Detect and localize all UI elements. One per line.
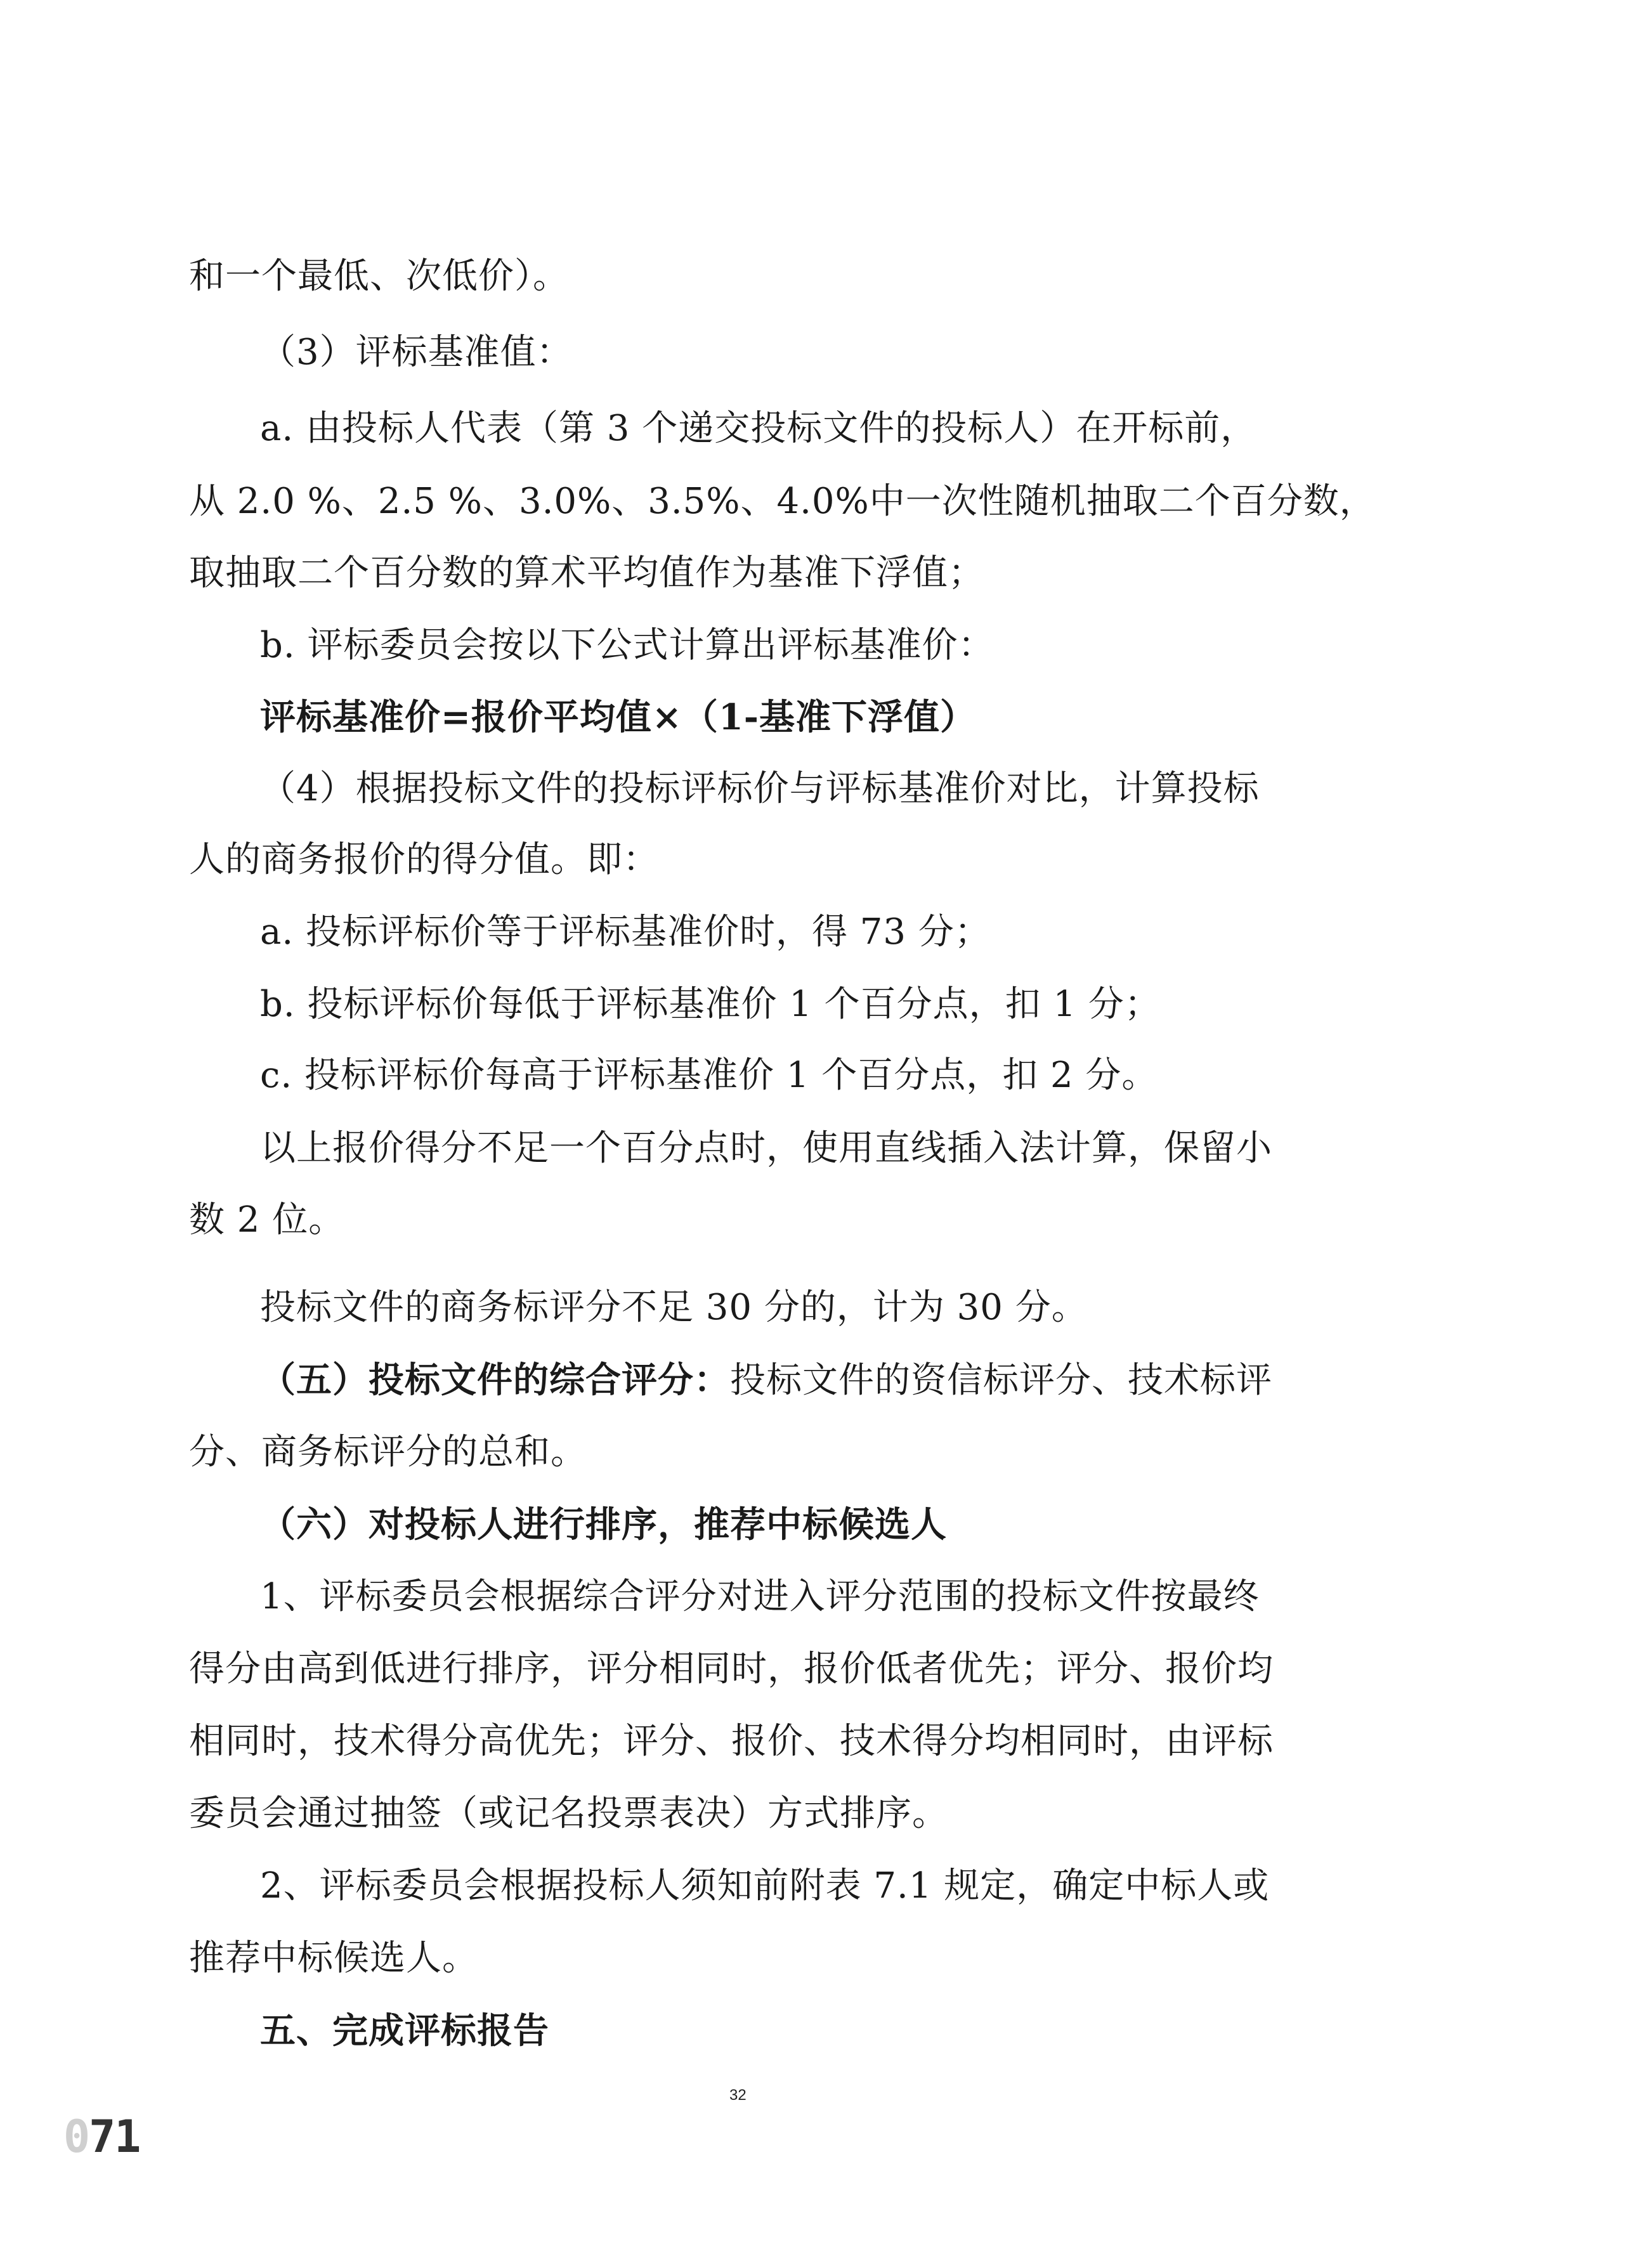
stamp-faint-digit: 0 — [63, 2111, 89, 2163]
text-line: 取抽取二个百分数的算术平均值作为基准下浮值； — [189, 552, 984, 594]
text-line: a. 由投标人代表（第 3 个递交投标文件的投标人）在开标前， — [260, 408, 1257, 449]
text-line: 委员会通过抽签（或记名投票表决）方式排序。 — [189, 1793, 948, 1834]
text-line — [260, 1357, 1272, 1404]
text-line: 相同时，技术得分高优先；评分、报价、技术得分均相同时，由评标 — [189, 1721, 1274, 1762]
text-line: 人的商务报价的得分值。即： — [189, 839, 659, 880]
heading-comprehensive-score: （五）投标文件的综合评分： — [260, 1359, 730, 1401]
page-number: 32 — [729, 2087, 747, 2104]
text-line: 从 2.0 %、2.5 %、3.0%、3.5%、4.0%中一次性随机抽取二个百分数， — [189, 481, 1376, 522]
text-line: 得分由高到低进行排序，评分相同时，报价低者优先；评分、报价均 — [189, 1648, 1274, 1690]
text-line: 和一个最低、次低价）。 — [189, 256, 569, 297]
text-line: （4）根据投标文件的投标评标价与评标基准价对比，计算投标 — [260, 768, 1260, 809]
text-span: 投标文件的资信标评分、技术标评 — [730, 1360, 1272, 1401]
text-line: c. 投标评标价每高于评标基准价 1 个百分点，扣 2 分。 — [260, 1055, 1158, 1096]
text-line: 推荐中标候选人。 — [189, 1938, 478, 1979]
formula-line: 评标基准价=报价平均值×（1-基准下浮值） — [260, 696, 977, 738]
section-heading-report: 五、完成评标报告 — [260, 2010, 549, 2052]
stamp-number: 71 — [89, 2111, 140, 2163]
text-line: 2、评标委员会根据投标人须知前附表 7.1 规定，确定中标人或 — [260, 1865, 1270, 1906]
text-line: 数 2 位。 — [189, 1199, 345, 1241]
text-line: 以上报价得分不足一个百分点时，使用直线插入法计算，保留小 — [260, 1128, 1272, 1169]
text-line: 投标文件的商务标评分不足 30 分的，计为 30 分。 — [260, 1287, 1088, 1328]
text-line: 1、评标委员会根据综合评分对进入评分范围的投标文件按最终 — [260, 1576, 1260, 1617]
subheading-evaluation-base-value: （3）评标基准值： — [260, 332, 573, 373]
page-stamp — [63, 2111, 140, 2163]
text-line: b. 投标评标价每低于评标基准价 1 个百分点，扣 1 分； — [260, 984, 1161, 1025]
heading-ranking: （六）对投标人进行排序，推荐中标候选人 — [260, 1504, 947, 1546]
text-line: a. 投标评标价等于评标基准价时，得 73 分； — [260, 911, 991, 953]
text-line: b. 评标委员会按以下公式计算出评标基准价： — [260, 625, 995, 666]
text-line: 分、商务标评分的总和。 — [189, 1431, 587, 1473]
